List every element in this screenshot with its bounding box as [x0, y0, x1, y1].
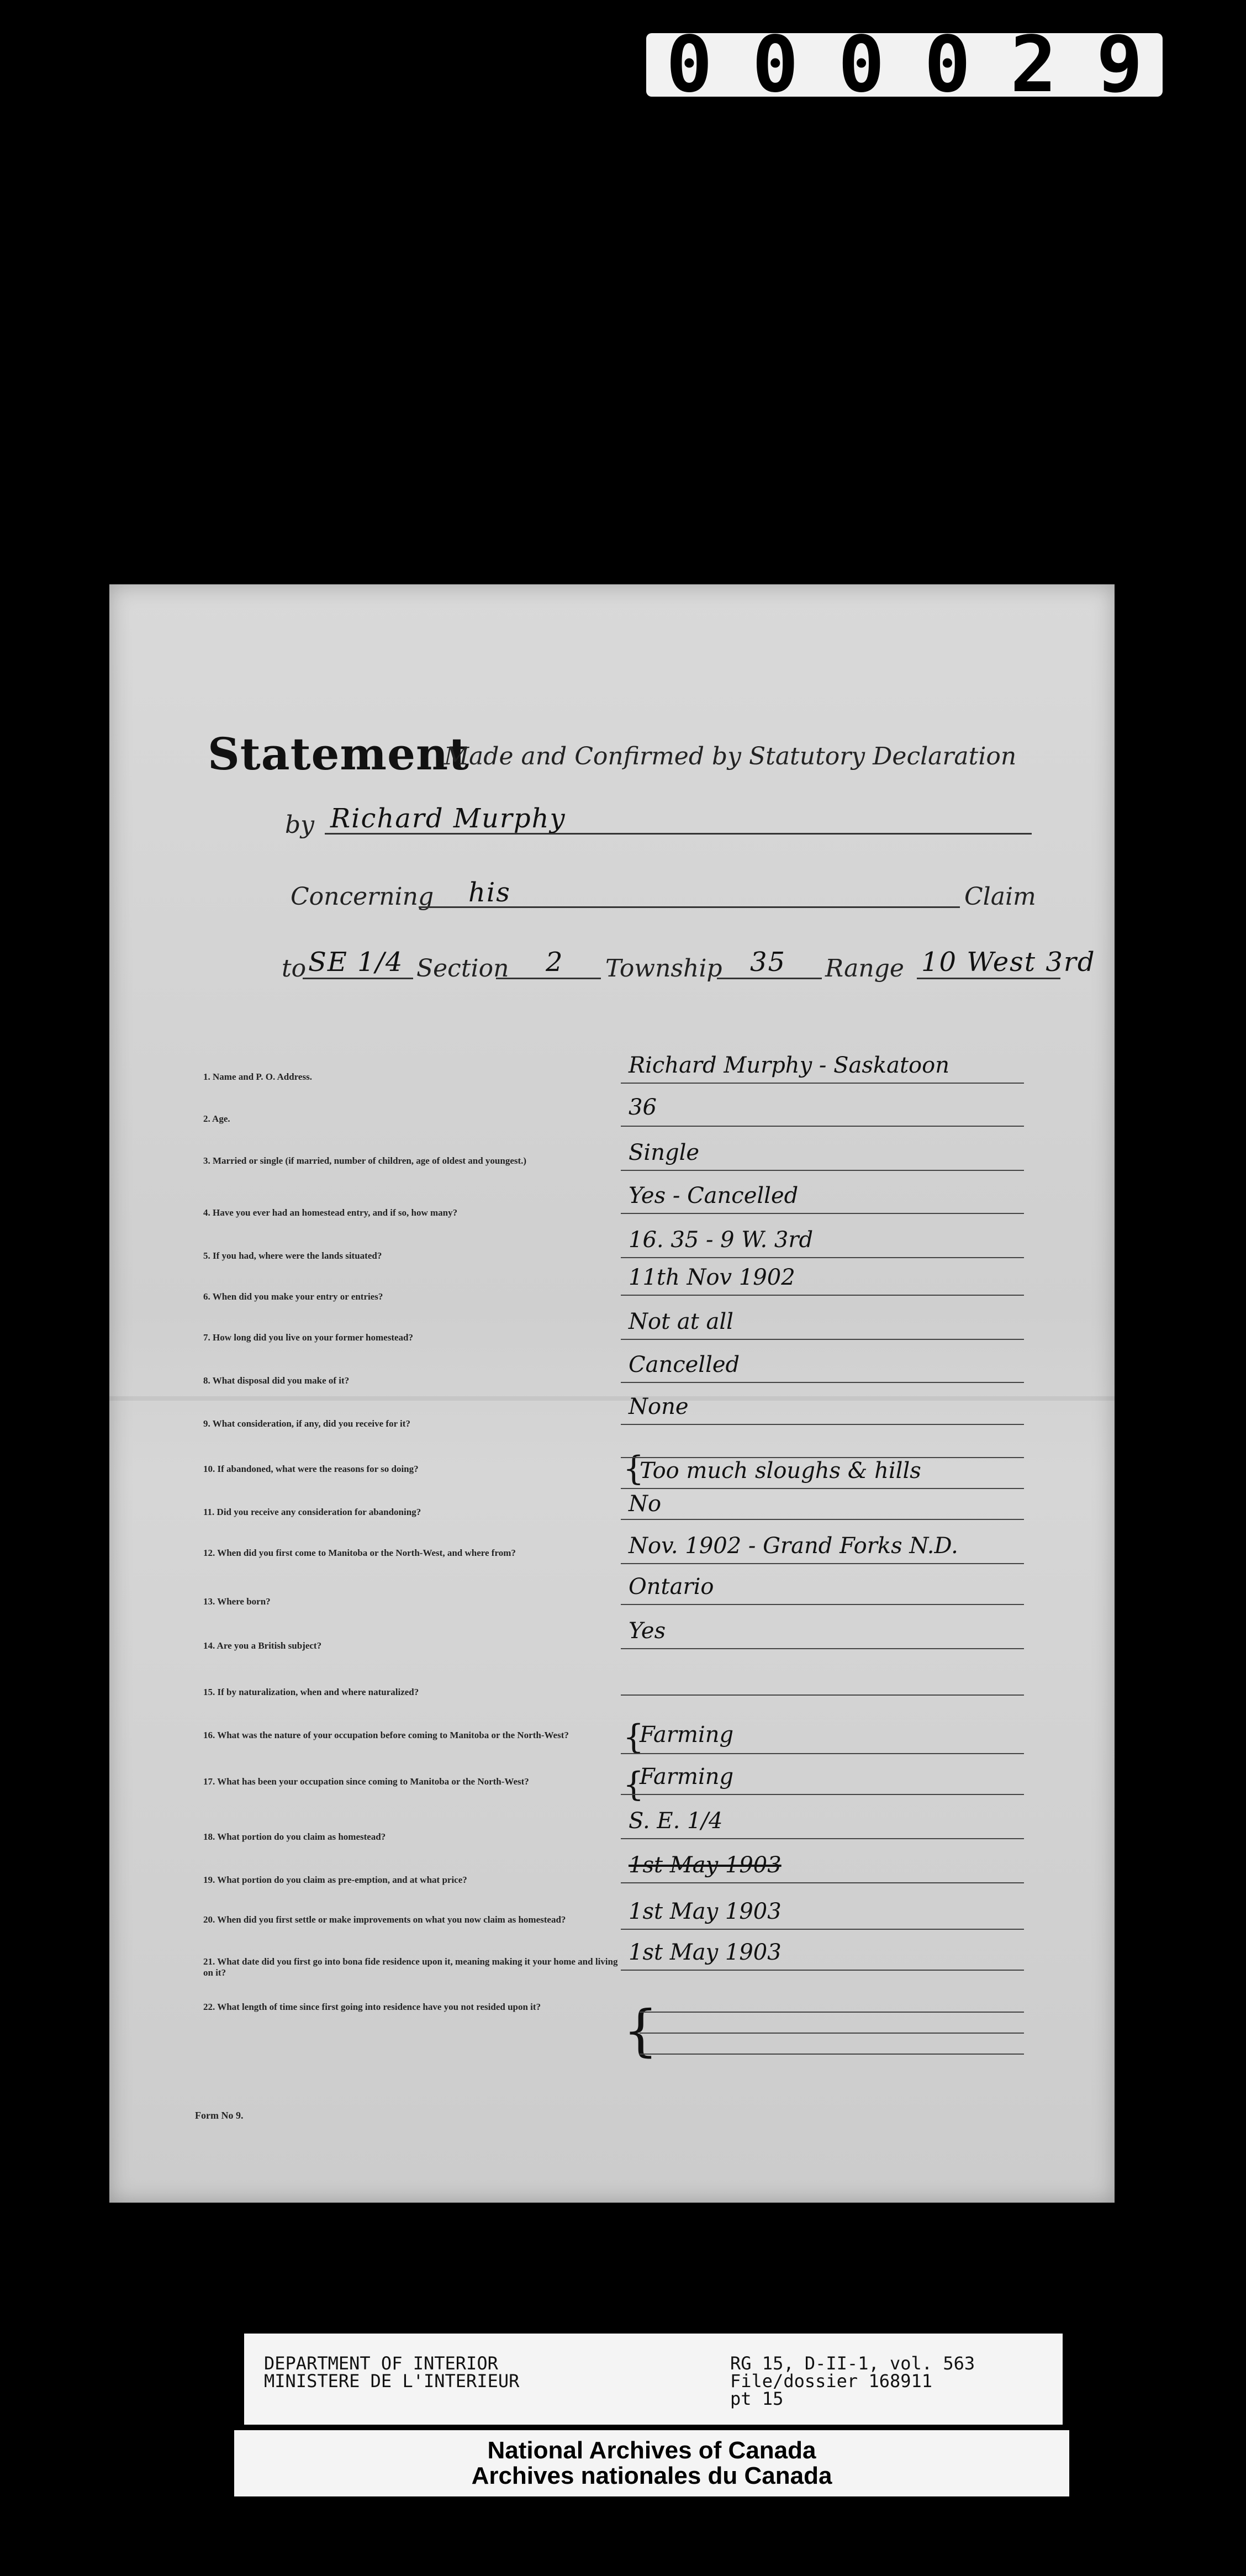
answer-19: 1st May 1903: [629, 1852, 782, 1878]
question-4: 4. Have you ever had an homestead entry, and if so, how many?: [203, 1207, 458, 1218]
answer-line: [621, 1170, 1024, 1171]
answer-line: [621, 1604, 1024, 1605]
brace: {: [623, 1765, 645, 1804]
statement-title: Statement: [208, 728, 470, 780]
answer-line: [621, 1083, 1024, 1084]
question-9: 9. What consideration, if any, did you receive for it?: [203, 1418, 410, 1429]
answer-line: [621, 1213, 1024, 1214]
range-rule: [917, 978, 1060, 979]
answer-16: Farming: [640, 1722, 734, 1748]
answer-11: No: [629, 1491, 662, 1517]
answer-line: [621, 1695, 1024, 1696]
question-13: 13. Where born?: [203, 1596, 271, 1607]
answer-9: None: [629, 1394, 689, 1419]
question-15: 15. If by naturalization, when and where naturalized?: [203, 1687, 419, 1697]
township-rule: [717, 978, 822, 979]
frame-number-strip: [646, 19, 1163, 110]
frame-digit: 0: [924, 19, 971, 110]
question-11: 11. Did you receive any consideration for abandoning?: [203, 1507, 421, 1517]
answer-line: [640, 2033, 1024, 2034]
answer-13: Ontario: [629, 1574, 714, 1600]
answer-18: S. E. 1/4: [629, 1808, 723, 1834]
form-number: Form No 9.: [195, 2110, 244, 2121]
brace: {: [623, 1998, 658, 2063]
answer-line: [621, 1753, 1024, 1754]
ref-line-1: RG 15, D-II-1, vol. 563: [730, 2353, 975, 2374]
question-21: 21. What date did you first go into bona fide residence upon it, meaning making it your home and living on it?: [203, 1956, 618, 1978]
answer-line: [640, 2012, 1024, 2013]
range-label: Range: [825, 954, 904, 983]
question-18: 18. What portion do you claim as homestead?: [203, 1831, 386, 1842]
question-7: 7. How long did you live on your former homestead?: [203, 1332, 413, 1343]
township-value: 35: [750, 947, 786, 978]
question-19: 19. What portion do you claim as pre-emption, and at what price?: [203, 1875, 467, 1885]
answer-2: 36: [629, 1095, 657, 1120]
township-label: Township: [605, 954, 722, 983]
answer-line: [640, 2054, 1024, 2055]
concerning-value: his: [468, 877, 511, 908]
concerning-label: Concerning: [291, 883, 434, 911]
answer-line: [621, 1382, 1024, 1383]
answer-line: [621, 1126, 1024, 1127]
answer-line: [621, 1488, 1024, 1489]
answer-line: [621, 1794, 1024, 1795]
question-1: 1. Name and P. O. Address.: [203, 1071, 312, 1082]
question-6: 6. When did you make your entry or entries?: [203, 1291, 383, 1302]
to-label: to: [282, 954, 307, 983]
question-14: 14. Are you a British subject?: [203, 1640, 322, 1651]
answer-3: Single: [629, 1140, 700, 1165]
answer-6: 11th Nov 1902: [629, 1265, 795, 1290]
answer-line: [621, 1424, 1024, 1425]
answer-line: [621, 1970, 1024, 1971]
archive-reference-label: [244, 2334, 1063, 2425]
answer-20: 1st May 1903: [629, 1899, 782, 1924]
answer-line: [621, 1929, 1024, 1930]
question-8: 8. What disposal did you make of it?: [203, 1375, 350, 1386]
answer-17: Farming: [640, 1764, 734, 1790]
section-rule: [496, 978, 601, 979]
range-value: 10 West 3rd: [921, 947, 1096, 978]
frame-digit: 0: [666, 19, 713, 110]
answer-line: [621, 1519, 1024, 1520]
archives-name-en: National Archives of Canada: [487, 2437, 816, 2464]
answer-line: [621, 1457, 1024, 1458]
brace: {: [623, 1449, 645, 1488]
question-3: 3. Married or single (if married, number of children, age of oldest and youngest.): [203, 1155, 527, 1166]
answer-line: [621, 1295, 1024, 1296]
section-value: 2: [546, 947, 564, 978]
question-17: 17. What has been your occupation since coming to Manitoba or the North-West?: [203, 1776, 529, 1787]
frame-digit: 0: [838, 19, 885, 110]
ref-line-3: pt 15: [730, 2388, 784, 2409]
answer-1: Richard Murphy - Saskatoon: [629, 1053, 949, 1078]
answer-8: Cancelled: [629, 1352, 740, 1377]
document-page: [109, 584, 1115, 2203]
answer-line: [621, 1648, 1024, 1649]
answer-12: Nov. 1902 - Grand Forks N.D.: [629, 1533, 958, 1559]
to-value: SE 1/4: [308, 947, 404, 978]
ref-line-2: File/dossier 168911: [730, 2371, 933, 2392]
answer-10: Too much sloughs & hills: [640, 1458, 921, 1484]
answer-line: [621, 1882, 1024, 1883]
question-16: 16. What was the nature of your occupation before coming to Manitoba or the North-West?: [203, 1730, 569, 1740]
section-label: Section: [416, 954, 509, 983]
dept-fr: MINISTERE DE L'INTERIEUR: [264, 2371, 520, 2392]
by-rule: [325, 833, 1032, 835]
answer-line: [621, 1339, 1024, 1340]
to-rule: [303, 978, 413, 979]
question-2: 2. Age.: [203, 1113, 230, 1124]
answer-7: Not at all: [629, 1309, 733, 1334]
claim-label: Claim: [964, 883, 1036, 911]
frame-digit: 0: [752, 19, 799, 110]
by-value: Richard Murphy: [330, 803, 566, 834]
brace: {: [623, 1718, 645, 1756]
frame-digit: 9: [1096, 19, 1143, 110]
question-22: 22. What length of time since first going into residence have you not resided upon it?: [203, 2002, 541, 2012]
answer-line: [621, 1838, 1024, 1839]
answer-21: 1st May 1903: [629, 1940, 782, 1965]
archives-name-fr: Archives nationales du Canada: [471, 2462, 832, 2489]
question-20: 20. When did you first settle or make improvements on what you now claim as homestead?: [203, 1914, 566, 1925]
by-label: by: [285, 811, 315, 839]
department-names: [264, 2355, 519, 2390]
answer-line: [621, 1257, 1024, 1258]
question-10: 10. If abandoned, what were the reasons for so doing?: [203, 1464, 419, 1474]
paper-fold: [109, 1396, 1115, 1401]
archives-footer: [234, 2430, 1069, 2496]
reference-numbers: [730, 2355, 975, 2408]
concerning-rule: [419, 906, 960, 908]
answer-5: 16. 35 - 9 W. 3rd: [629, 1227, 814, 1253]
answer-4: Yes - Cancelled: [629, 1183, 799, 1208]
dept-en: DEPARTMENT OF INTERIOR: [264, 2353, 498, 2374]
frame-digit: 2: [1010, 19, 1057, 110]
answer-line: [621, 1563, 1024, 1564]
heading-text: Made and Confirmed by Statutory Declaration: [444, 742, 1017, 770]
question-12: 12. When did you first come to Manitoba or the North-West, and where from?: [203, 1548, 516, 1558]
question-5: 5. If you had, where were the lands situated?: [203, 1250, 382, 1261]
answer-14: Yes: [629, 1618, 666, 1644]
